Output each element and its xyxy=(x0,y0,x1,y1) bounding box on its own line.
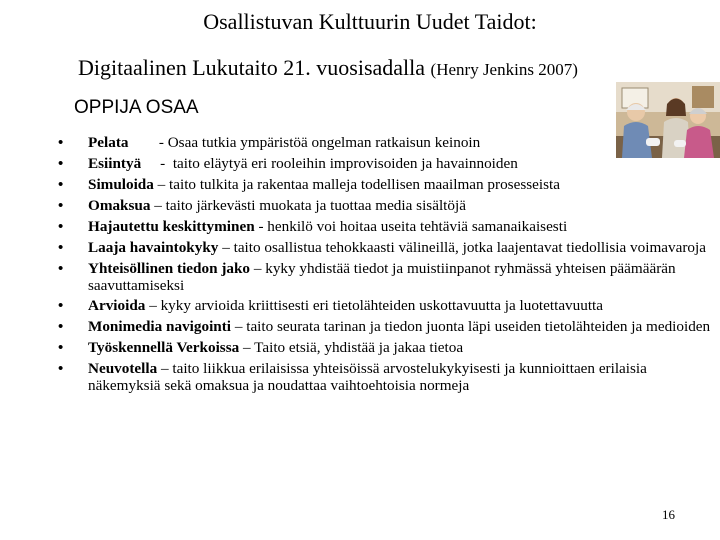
slide-subtitle xyxy=(78,54,578,84)
slide-title: Osallistuvan Kulttuurin Uudet Taidot: xyxy=(203,9,537,34)
item-text: taito liikkua erilaisissa yhteisöissä arvostelukykyisesti ja kunnioittaen erilaisia näkemyksiä sekä omaksua ja noudattaa vaihtoehtoisia normeja xyxy=(88,360,647,395)
item-separator: – xyxy=(153,175,170,193)
item-term: Arvioida xyxy=(88,297,146,315)
list-item xyxy=(0,319,720,336)
item-separator: – xyxy=(231,318,247,336)
item-separator: - xyxy=(141,154,173,172)
list-item xyxy=(0,298,720,315)
list-item xyxy=(0,340,720,357)
bullet-icon: • xyxy=(58,318,64,336)
item-text: henkilö voi hoitaa useita tehtäviä samanaikaisesti xyxy=(267,217,568,235)
item-text: taito osallistua tehokkaasti välineillä, jotka laajentavat tiedollisia voimavaroja xyxy=(233,238,706,256)
item-term: Neuvotella xyxy=(88,360,158,378)
item-text: Osaa tutkia ympäristöä ongelman ratkaisun keinoin xyxy=(167,134,481,151)
list-item xyxy=(0,198,720,215)
item-text: taito eläytyä eri rooleihin improvisoiden ja havainnoiden xyxy=(172,154,518,172)
item-text: taito tulkita ja rakentaa malleja todellisen maailman prosesseista xyxy=(169,175,560,193)
item-separator: – xyxy=(239,339,255,357)
list-item xyxy=(0,261,720,294)
page-number: 16 xyxy=(662,507,675,522)
item-term: Monimedia navigointi xyxy=(88,318,232,336)
bullet-icon: • xyxy=(58,175,64,193)
item-term: Työskennellä Verkoissa xyxy=(88,339,240,357)
bullet-icon: • xyxy=(58,134,64,151)
item-term: Hajautettu keskittyminen xyxy=(88,217,255,235)
list-item xyxy=(0,361,720,394)
item-term: Omaksua xyxy=(88,196,151,214)
item-separator: – xyxy=(157,360,173,378)
item-term: Simuloida xyxy=(88,175,154,193)
item-text: taito järkevästi muokata ja tuottaa media sisältöjä xyxy=(165,196,466,214)
subtitle-text: Digitaalinen Lukutaito 21. vuosisadalla xyxy=(78,55,426,80)
item-text: kyky yhdistää tiedot ja muistiinpanot ryhmässä yhteisen päämäärän saavuttamiseksi xyxy=(88,259,676,294)
bullet-icon: • xyxy=(58,297,64,315)
item-text: taito seurata tarinan ja tiedon juonta läpi useiden tietolähteiden ja medioiden xyxy=(246,318,711,336)
section-heading: OPPIJA OSAA xyxy=(74,97,199,118)
item-text: Taito etsiä, yhdistää ja jakaa tietoa xyxy=(254,339,464,357)
list-item xyxy=(0,156,720,173)
list-item xyxy=(0,240,720,257)
item-term: Yhteisöllinen tiedon jako xyxy=(88,259,251,277)
list-item xyxy=(0,135,720,152)
item-separator: – xyxy=(150,196,166,214)
list-item xyxy=(0,177,720,194)
item-separator: – xyxy=(218,238,234,256)
list-item xyxy=(0,219,720,236)
item-separator: – xyxy=(145,297,161,315)
bullet-icon: • xyxy=(58,217,64,235)
bullet-icon: • xyxy=(58,339,64,357)
bullet-icon: • xyxy=(58,360,64,378)
item-separator: - xyxy=(254,217,268,235)
bullet-icon: • xyxy=(58,154,64,172)
skills-list xyxy=(0,135,720,399)
item-term: Esiintyä xyxy=(88,154,142,172)
item-text: kyky arvioida kriittisesti eri tietolähteiden uskottavuutta ja luotettavuutta xyxy=(160,297,604,315)
item-separator: – xyxy=(250,259,266,277)
item-term: Laaja havaintokyky xyxy=(88,238,219,256)
author-credit: (Henry Jenkins 2007) xyxy=(430,60,578,79)
bullet-icon: • xyxy=(58,238,64,256)
bullet-icon: • xyxy=(58,259,64,277)
bullet-icon: • xyxy=(58,196,64,214)
item-term: Pelata xyxy=(88,134,129,151)
item-separator: - xyxy=(128,134,168,151)
